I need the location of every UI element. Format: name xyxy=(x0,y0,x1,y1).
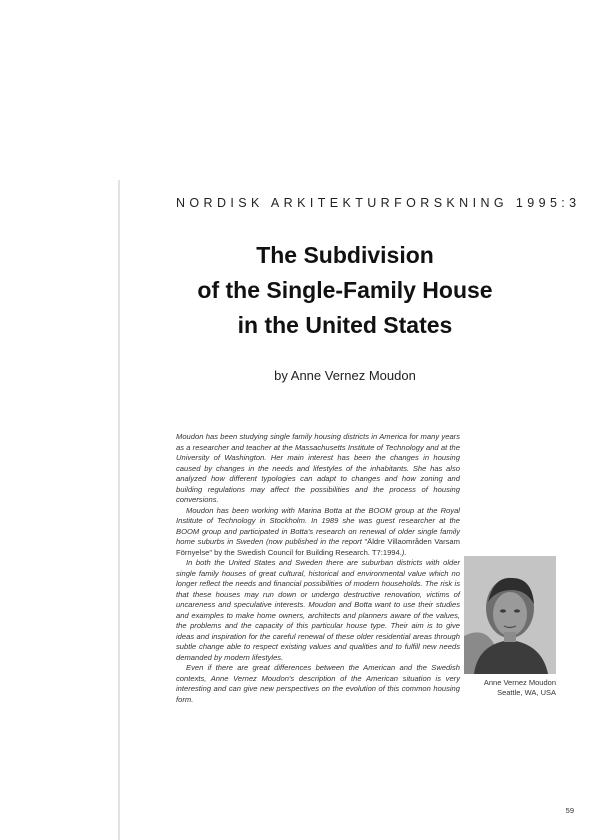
byline: by Anne Vernez Moudon xyxy=(274,368,416,383)
portrait-icon xyxy=(464,556,556,674)
title-line-2: of the Single-Family House xyxy=(197,277,493,303)
article-title xyxy=(150,238,540,343)
caption-location: Seattle, WA, USA xyxy=(497,688,556,697)
page-number: 59 xyxy=(565,806,574,815)
abstract-paragraph-2-end: ). xyxy=(401,547,407,557)
report-reference: "Äldre Villaområden Varsam Förnyelse" by the Swedish Council for Building Research. T7:1994. xyxy=(176,537,460,557)
abstract-paragraph-4: Even if there are great differences between the American and the Swedish contexts, Anne Vernez Moudon's description of the American situation is very interesting and can give new perspectives on the evolution of this common housing form. xyxy=(176,663,460,704)
abstract-paragraph-2-text: Moudon has been working with Marina Botta at the BOOM group at the Royal Institute of Technology in Stockholm. In 1989 she was guest researcher at the BOOM group and participated in Botta's research on renewal of older single family home suburbs in Sweden (now published in the report xyxy=(176,505,460,546)
journal-header: NORDISK ARKITEKTURFORSKNING 1995:3 xyxy=(176,196,581,210)
caption-name: Anne Vernez Moudon xyxy=(483,678,556,687)
author-portrait xyxy=(464,556,556,674)
photo-caption xyxy=(464,678,556,698)
abstract xyxy=(176,432,460,705)
abstract-paragraph-3: In both the United States and Sweden there are suburban districts with older single family houses of great cultural, historical and environmental value which no longer reflect the needs and financial possibilities of modern households. The risk is that these houses may run down or undergo destructive renovation, victims of uncareness and speculative interests. Moudon and Botta want to use their studies and examples to make home owners, architects and planners aware of the values, the problems and the capacity of this particular house type. Their aim is to give ideas and inspiration for the careful renewal of these older residential areas through subtle change able to respect existing values and qualities and to fulfill new needs demanded by modern lifestyles. xyxy=(176,558,460,662)
abstract-paragraph-2 xyxy=(176,506,460,559)
page-edge xyxy=(118,180,120,840)
abstract-paragraph-1: Moudon has been studying single family housing districts in America for many years as a researcher and teacher at the Massachusetts Institute of Technology and at the University of Washington. Her main interest has been the changes in housing caused by changes in the needs and lifestyles of the inhabitants. She has also analyzed how different typologies can adapt to changes and how zoning and building regulations may affect the possibilities and the process of housing conversions. xyxy=(176,432,460,504)
title-line-1: The Subdivision xyxy=(256,242,434,268)
title-line-3: in the United States xyxy=(237,312,453,338)
